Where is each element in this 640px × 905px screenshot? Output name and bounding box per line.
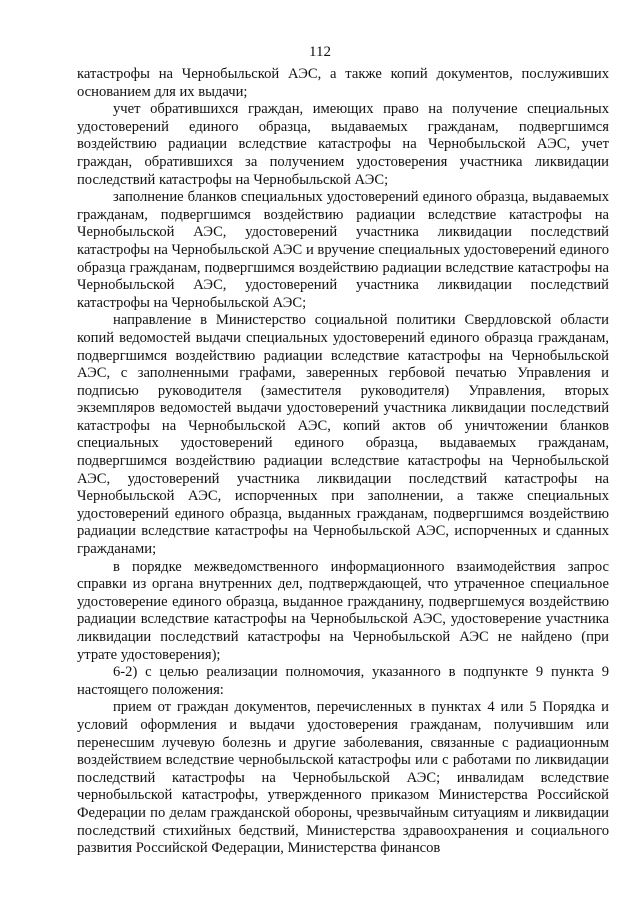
paragraph: в порядке межведомственного информационного взаимодействия запрос справки из органа внутренних дел, подтверждающей, что утраченное специальное удостоверение единого образца, выданное гражданину, подвергшемуся воздействию радиации вследствие катастрофы на Чернобыльской АЭС, удостоверение участника ликвидации последствий катастрофы на Чернобыльской АЭС не найдено (при утрате удостоверения); <box>77 558 609 663</box>
paragraph: прием от граждан документов, перечисленных в пунктах 4 или 5 Порядка и условий оформления и выдачи удостоверения гражданам, получившим или перенесшим лучевую болезнь и другие заболевания, связанные с радиационным воздействием вследствие чернобыльской катастрофы или с работами по ликвидации последствий катастрофы на Чернобыльской АЭС; инвалидам вследствие чернобыльской катастрофы, утвержденного приказом Министерства Российской Федерации по делам гражданской обороны, чрезвычайным ситуациям и ликвидации последствий стихийных бедствий, Министерства здравоохранения и социального развития Российской Федерации, Министерства финансов <box>77 699 609 857</box>
paragraph: 6-2) с целью реализации полномочия, указанного в подпункте 9 пункта 9 настоящего положения: <box>77 664 609 698</box>
paragraph: катастрофы на Чернобыльской АЭС, а также копий документов, послуживших основанием для их выдачи; <box>77 66 609 100</box>
paragraph: заполнение бланков специальных удостоверений единого образца, выдаваемых гражданам, подвергшимся воздействию радиации вследствие катастрофы на Чернобыльской АЭС, удостоверений участника ликвидации последствий катастрофы на Чернобыльской АЭС и вручение специальных удостоверений единого образца гражданам, подвергшимся воздействию радиации вследствие катастрофы на Чернобыльской АЭС, удостоверений участника ликвидации последствий катастрофы на Чернобыльской АЭС; <box>77 189 609 311</box>
page-number: 112 <box>309 44 331 60</box>
document-body <box>77 66 609 858</box>
paragraph: учет обратившихся граждан, имеющих право на получение специальных удостоверений единого образца, выдаваемых гражданам, подвергшимся воздействию радиации вследствие катастрофы на Чернобыльской АЭС, учет граждан, обратившихся за получением удостоверения участника ликвидации последствий катастрофы на Чернобыльской АЭС; <box>77 101 609 188</box>
paragraph: направление в Министерство социальной политики Свердловской области копий ведомостей выдачи специальных удостоверений единого образца гражданам, подвергшимся воздействию радиации вследствие катастрофы на Чернобыльской АЭС, с заполненными графами, заверенных гербовой печатью Управления и подписью руководителя (заместителя руководителя) Управления, вторых экземпляров ведомостей выдачи удостоверений участника ликвидации последствий катастрофы на Чернобыльской АЭС, копий актов об уничтожении бланков специальных удостоверений единого образца, выдаваемых гражданам, подвергшимся воздействию радиации вследствие катастрофы на Чернобыльской АЭС, удостоверений участника ликвидации последствий катастрофы на Чернобыльской АЭС, испорченных при заполнении, а также специальных удостоверений единого образца, выданных гражданам, подвергшимся воздействию радиации вследствие катастрофы на Чернобыльской АЭС, испорченных и сданных гражданами; <box>77 312 609 558</box>
